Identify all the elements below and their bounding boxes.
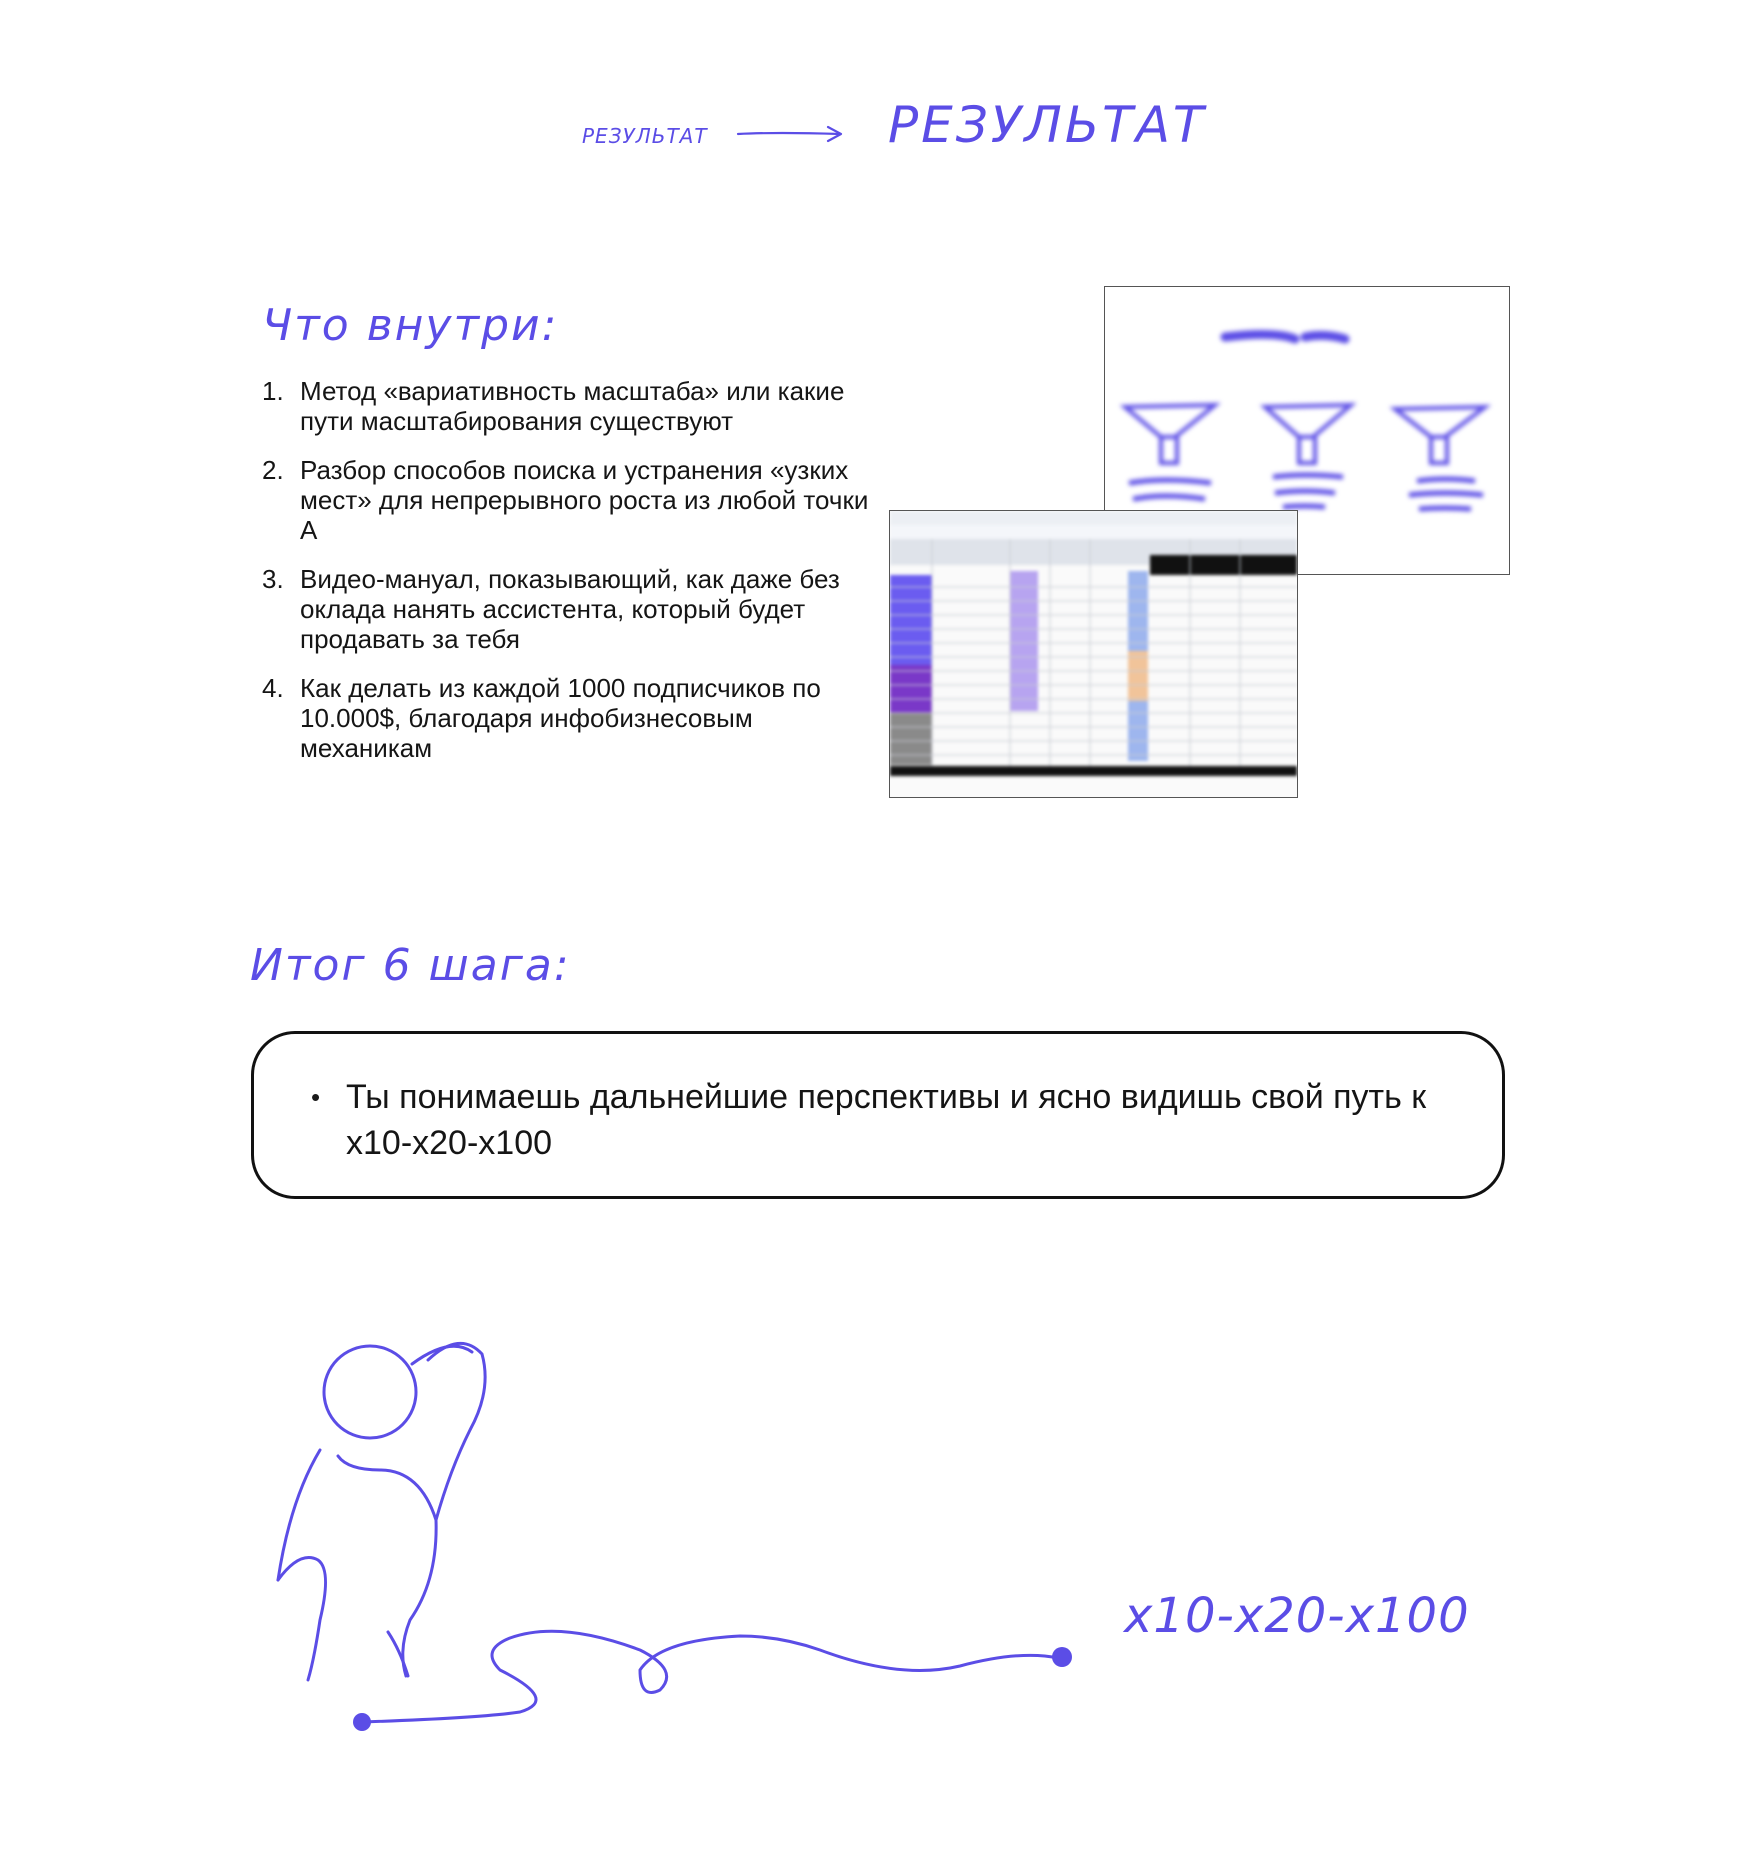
growth-multiplier-label: x10-x20-x100 (1124, 1588, 1470, 1644)
spreadsheet-preview-image (889, 510, 1298, 798)
bullet-icon: • (311, 1082, 321, 1112)
list-item (262, 564, 882, 654)
list-item-text: Видео-мануал, показывающий, как даже без оклада нанять ассистента, который будет продавать за тебя (300, 564, 840, 654)
list-item-text: Разбор способов поиска и устранения «узких мест» для непрерывного роста из любой точки А (300, 455, 869, 545)
list-item-text: Метод «вариативность масштаба» или какие пути масштабирования существуют (300, 376, 845, 436)
person-path-illustration (260, 1320, 1080, 1740)
list-item-number: 3. (262, 564, 284, 594)
list-item (262, 455, 882, 545)
inside-list (262, 376, 882, 782)
list-item (262, 376, 882, 436)
list-item-number: 4. (262, 673, 284, 703)
result-summary-box (251, 1031, 1505, 1199)
inside-section-title: Что внутри: (262, 300, 559, 351)
path-end-dot (1052, 1647, 1072, 1667)
head-icon (324, 1346, 416, 1438)
path-start-dot (353, 1713, 371, 1731)
result-section-title: Итог 6 шага: (250, 940, 571, 991)
header-big-title: РЕЗУЛЬТАТ (888, 96, 1207, 154)
list-item (262, 673, 882, 763)
list-item-number: 1. (262, 376, 284, 406)
result-summary-text: Ты понимаешь дальнейшие перспективы и ясно видишь свой путь к x10-x20-x100 (346, 1078, 1427, 1162)
list-item-text: Как делать из каждой 1000 подписчиков по 10.000$, благодаря инфобизнесовым механикам (300, 673, 821, 763)
arrow-right-icon (736, 124, 846, 144)
header-small-label: РЕЗУЛЬТАТ (582, 124, 708, 148)
list-item-number: 2. (262, 455, 284, 485)
